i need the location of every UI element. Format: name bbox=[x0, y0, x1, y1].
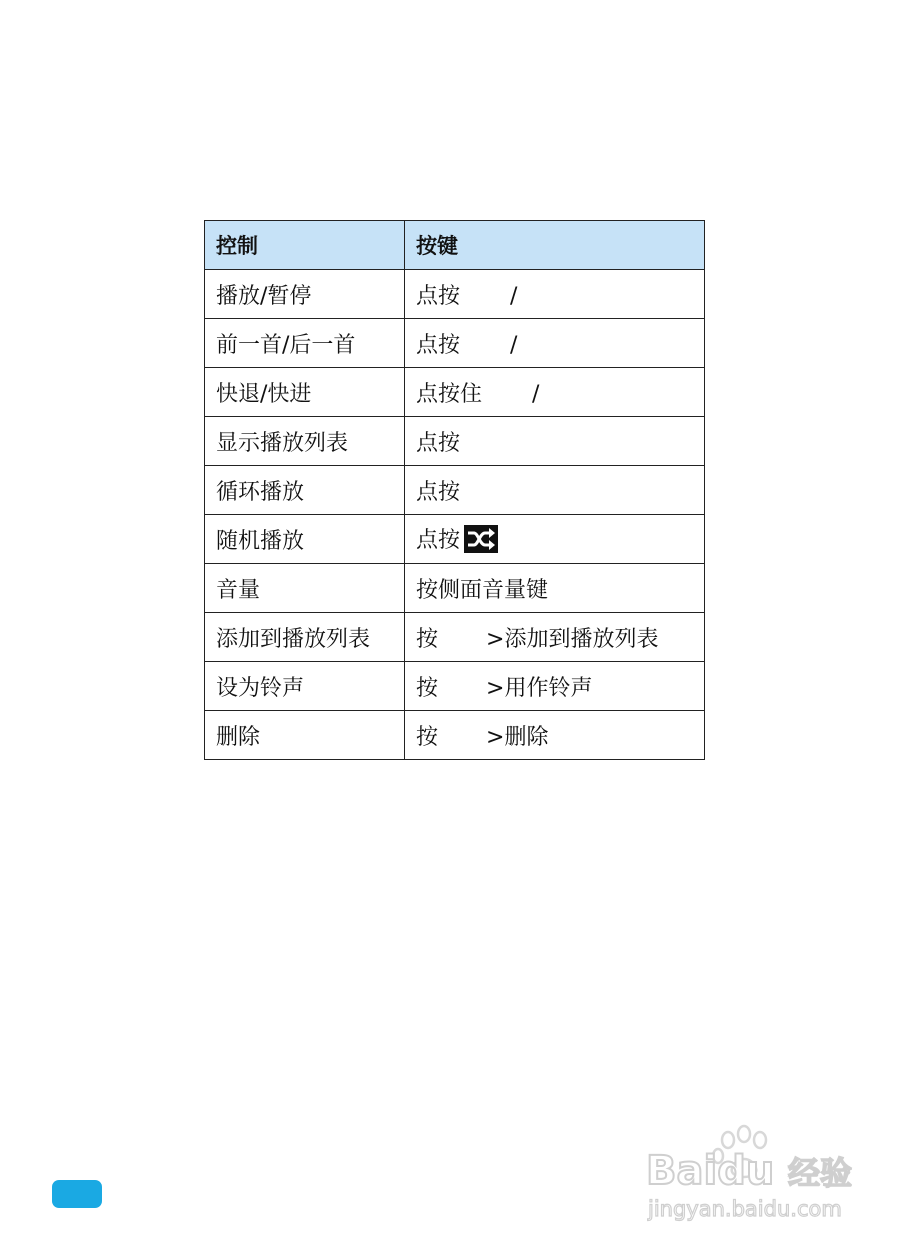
table-row bbox=[205, 564, 705, 613]
key-text: 按 bbox=[416, 724, 439, 750]
key-text: 点按 bbox=[416, 479, 461, 505]
cell-control: 随机播放 bbox=[205, 515, 405, 564]
watermark-product: 经验 bbox=[788, 1154, 853, 1192]
table-row bbox=[205, 368, 705, 417]
watermark-brand: Baidu bbox=[646, 1148, 775, 1194]
key-text: 点按 bbox=[416, 283, 461, 309]
cell-key bbox=[405, 613, 705, 662]
key-text-suffix: >删除 bbox=[486, 724, 549, 750]
key-text-suffix: / bbox=[510, 283, 518, 309]
cell-key bbox=[405, 515, 705, 564]
table-row bbox=[205, 417, 705, 466]
cell-control: 显示播放列表 bbox=[205, 417, 405, 466]
cell-key bbox=[405, 368, 705, 417]
cell-control: 快退/快进 bbox=[205, 368, 405, 417]
table-row bbox=[205, 515, 705, 564]
cell-key bbox=[405, 564, 705, 613]
key-text-suffix: / bbox=[510, 332, 518, 358]
key-text-suffix: >添加到播放列表 bbox=[486, 626, 659, 652]
cell-control: 删除 bbox=[205, 711, 405, 760]
cell-control: 音量 bbox=[205, 564, 405, 613]
baidu-jingyan-watermark bbox=[640, 1120, 870, 1230]
table-row bbox=[205, 613, 705, 662]
cell-key bbox=[405, 662, 705, 711]
cell-control: 添加到播放列表 bbox=[205, 613, 405, 662]
cell-control: 循环播放 bbox=[205, 466, 405, 515]
cell-control: 设为铃声 bbox=[205, 662, 405, 711]
cell-key bbox=[405, 711, 705, 760]
key-text: 按 bbox=[416, 675, 439, 701]
header-control: 控制 bbox=[205, 221, 405, 270]
key-text: 点按 bbox=[416, 528, 461, 553]
table-row bbox=[205, 711, 705, 760]
cell-key bbox=[405, 466, 705, 515]
key-text: 点按 bbox=[416, 332, 461, 358]
key-text: 点按 bbox=[416, 430, 461, 456]
key-text: 按 bbox=[416, 626, 439, 652]
table-row bbox=[205, 662, 705, 711]
watermark-url: jingyan.baidu.com bbox=[648, 1197, 842, 1221]
table-header-row bbox=[205, 221, 705, 270]
key-text: 点按住 bbox=[416, 381, 483, 407]
shuffle-icon bbox=[464, 525, 498, 553]
cell-key bbox=[405, 417, 705, 466]
cell-control: 播放/暂停 bbox=[205, 270, 405, 319]
key-text-suffix: / bbox=[532, 381, 540, 407]
header-key: 按键 bbox=[405, 221, 705, 270]
table-row bbox=[205, 319, 705, 368]
cell-control: 前一首/后一首 bbox=[205, 319, 405, 368]
key-text-suffix: >用作铃声 bbox=[486, 675, 593, 701]
cell-key bbox=[405, 319, 705, 368]
key-text: 按侧面音量键 bbox=[416, 577, 549, 603]
table-row bbox=[205, 466, 705, 515]
table-row bbox=[205, 270, 705, 319]
music-controls-table bbox=[204, 220, 705, 760]
cell-key bbox=[405, 270, 705, 319]
page-number-tab bbox=[52, 1180, 102, 1208]
